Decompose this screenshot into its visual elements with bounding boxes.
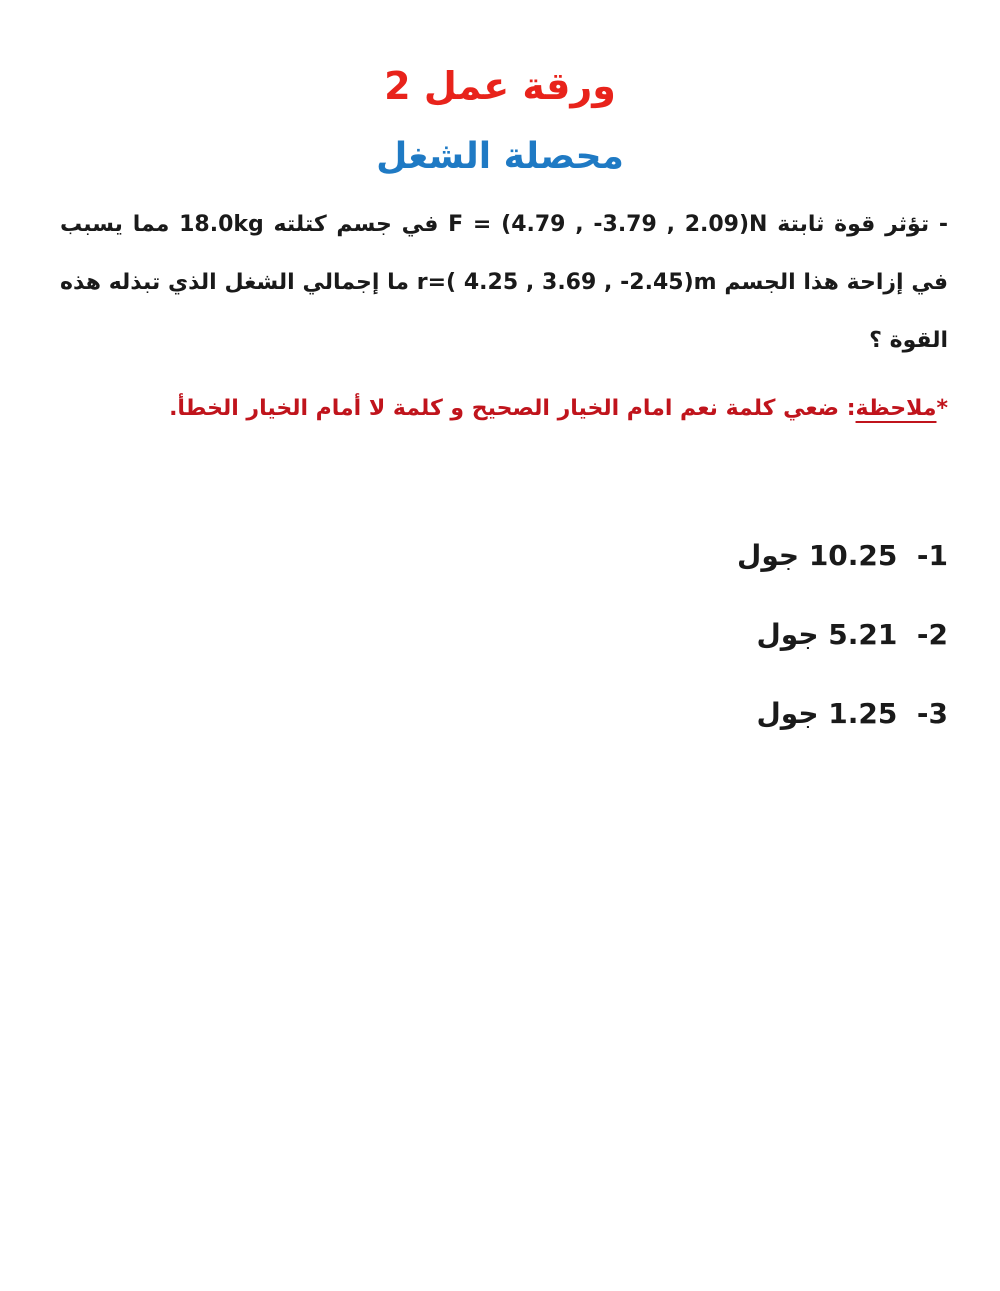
note-label: ملاحظة <box>855 396 937 421</box>
note-prefix: * <box>936 396 948 421</box>
page-title: ورقة عمل 2 <box>384 64 616 108</box>
answer-options <box>348 530 948 767</box>
note <box>60 384 948 434</box>
note-text: : ضعي كلمة نعم امام الخيار الصحيح و كلمة لا أمام الخيار الخطأ. <box>169 396 856 421</box>
problem-statement: - تؤثر قوة ثابتة F = (4.79 , -3.79 , 2.09)N في جسم كتلته 18.0kg مما يسبب في إزاحة هذا الجسم r=( 4.25 , 3.69 , -2.45)m ما إجمالي الشغل الذي تبذله هذه القوة ؟ <box>52 212 948 353</box>
answer-option-2[interactable]: 2- 5.21 جول <box>756 618 948 651</box>
answer-option-1[interactable]: 1- 10.25 جول <box>737 539 948 572</box>
page-subtitle: محصلة الشغل <box>376 136 624 177</box>
answer-option-3[interactable]: 3- 1.25 جول <box>756 697 948 730</box>
